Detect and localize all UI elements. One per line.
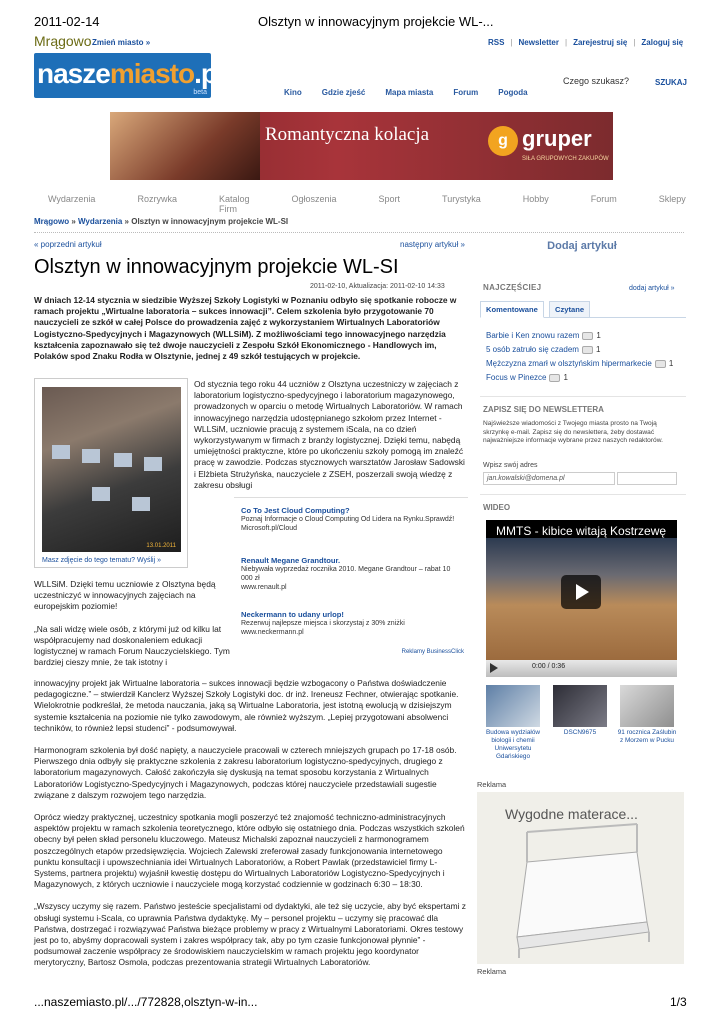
breadcrumb-sep: »: [69, 217, 79, 226]
logo-beta: beta: [193, 89, 207, 96]
text-ad[interactable]: [241, 556, 461, 592]
popular-header: NAJCZĘŚCIEJ: [483, 283, 542, 292]
list-item[interactable]: [486, 357, 686, 371]
video-time: 0:00 / 0:36: [532, 663, 566, 670]
top-nav: [284, 88, 528, 97]
comment-count: 1: [596, 331, 601, 340]
video-thumbnail[interactable]: [620, 685, 674, 727]
ad-url[interactable]: www.renault.pl: [241, 584, 287, 591]
classroom-photo: [42, 387, 181, 552]
video-thumbnail[interactable]: [486, 685, 540, 727]
email-input[interactable]: jan.kowalski@domena.pl: [483, 472, 615, 485]
footer-page-number: 1/3: [670, 995, 687, 1009]
breadcrumb-current: Olsztyn w innowacyjnym projekcie WL-SI: [131, 217, 289, 226]
cat-sport[interactable]: Sport: [378, 194, 401, 204]
text-ad[interactable]: [241, 506, 461, 533]
list-item[interactable]: [486, 371, 686, 385]
logo-part-1: nasze: [37, 58, 110, 89]
print-date: 2011-02-14: [34, 14, 100, 29]
cat-katalog-firm[interactable]: Katalog Firm: [218, 194, 250, 214]
breadcrumb-home[interactable]: Mrągowo: [34, 217, 70, 226]
prev-article-link[interactable]: « poprzedni artykuł: [34, 240, 102, 249]
video-header: WIDEO: [483, 503, 511, 512]
ad-desc: Niebywała wyprzedaż rocznika 2010. Megane Grandtour – rabat 10 000 zł: [241, 566, 451, 582]
article-dates: 2011-02-10, Aktualizacja: 2011-02-10 14:33: [310, 283, 445, 290]
sidebar-divider: [480, 494, 686, 495]
nav-gdzie-zjesc[interactable]: Gdzie zjeść: [321, 88, 366, 97]
nav-kino[interactable]: Kino: [284, 88, 302, 97]
article-column-text: Od stycznia tego roku 44 uczniów z Olsztyna uczestniczy w zajęciach z laboratorium logistyczno-spedycyjnego i laboratorium magazynowego, prowadzonych w oparciu o metodę Wirtualnych Laboratoriów. W ramach innowacyjnego narzędzia udostępnianego szkołom przez Internet - WLLSiM, uczniowie pracują z systemem iScala, na co dzień wykorzystywanym w firmach z branży logistycznej. Dzięki temu, nabędą umiejętności praktyczne, które po ukończeniu szkoły pomogą im znaleźć pracę w zawodzie. Podczas stycznowych warsztatów Jarosław Sadowski i Elżbieta Strużyńska, nauczyciele z ZSEH, poszerzali swoją wiedzę z zakresu obsługi: [194, 379, 465, 490]
bed-icon: [477, 792, 684, 964]
search-label: Czego szukasz?: [563, 76, 630, 86]
list-item-title[interactable]: Focus w Pinezce: [486, 373, 547, 382]
ad-title[interactable]: Renault Megane Grandtour.: [241, 556, 341, 565]
article-paragraph: WLLSiM. Dzięki temu uczniowie z Olsztyna będą uczestniczyć w innowacyjnych zajęciach na europejskim poziomie!: [34, 579, 216, 612]
thumbnail-caption[interactable]: Budowa wydziałów biologii i chemii Uniwersytetu Gdańskiego: [486, 729, 540, 760]
footer-url: ...naszemiasto.pl/.../772828,olsztyn-w-in...: [34, 995, 258, 1009]
cat-turystyka[interactable]: Turystyka: [442, 194, 481, 204]
list-item[interactable]: [486, 329, 686, 343]
gruper-logo: [488, 126, 613, 166]
add-article-link[interactable]: dodaj artykuł »: [629, 285, 675, 292]
cat-wydarzenia[interactable]: Wydarzenia: [48, 194, 96, 204]
tab-czytane[interactable]: Czytane: [549, 301, 590, 318]
article-paragraph: „Wszyscy uczymy się razem. Państwo jesteście specjalistami od dydaktyki, ale też się uczycie, aby być ekspertami z obsługi systemu i-Scala, co uprawnia Państwa dydaktykę. My – personel projektu – uczymy się pracować dla Państwa, dostrzegać i rozwiązywać Państwa bieżące problemy w pracy z Wirtualnymi Laboratoriami. Okres testowy jest po to, abyśmy dopracowali system i zakres współpracy tak, aby po tym czasie funkcjonował płynnie” - podsumował zaczenie współpracy ze środowiskiem nauczycielskim w ramach projektu jego koordynator merytoryczny, Bartosz Osmola, podczas prezentowania strategii Wirtualnych Laboratoriów.: [34, 901, 466, 968]
city-name: Mrągowo: [34, 33, 92, 49]
logo-part-3: .pl: [194, 58, 224, 89]
cat-ogloszenia[interactable]: Ogłoszenia: [291, 194, 337, 204]
list-item-title[interactable]: Mężczyzna zmarł w olsztyńskim hipermarkecie: [486, 359, 652, 368]
category-nav: [48, 194, 728, 214]
subscribe-button[interactable]: [617, 472, 677, 485]
nav-mapa-miasta[interactable]: Mapa miasta: [385, 88, 434, 97]
article-paragraph: Harmonogram szkolenia był dość napięty, a nauczyciele pracowali w czterech mniejszych grupach po 17-18 osób. Pierwszego dnia odbyły się praktyczne szkolenia z zakresu laboratorium logistyczno-spedycyjnych, drugiego z laboratorium magazynowych. Całość zakończyła się dyskusją na temat sposobu korzystania z Wirtualnych Laboratoriów Logistyczno-Spedycyjnych i Magazynowych, podczas której nauczyciele przedstawiali sugestie związane z dalszym rozwojem tego narzędzia.: [34, 745, 457, 800]
add-article-button[interactable]: Dodaj artykuł: [547, 240, 617, 252]
text-ads: [234, 497, 468, 659]
video-thumbnail[interactable]: [553, 685, 607, 727]
newsletter-link[interactable]: Newsletter: [518, 38, 559, 47]
ad-desc: Poznaj Informacje o Cloud Computing Od Lidera na Rynku.Sprawdź!: [241, 516, 455, 523]
top-links: RSS | Newsletter | Zarejestruj się | Zaloguj się: [488, 38, 684, 47]
cat-forum[interactable]: Forum: [590, 194, 617, 204]
cat-rozrywka[interactable]: Rozrywka: [137, 194, 177, 204]
newsletter-header: ZAPISZ SIĘ DO NEWSLETTERA: [483, 405, 604, 414]
gruper-icon: g: [488, 126, 518, 156]
search-button[interactable]: SZUKAJ: [655, 78, 688, 87]
login-link[interactable]: Zaloguj się: [641, 38, 684, 47]
text-ad[interactable]: [241, 610, 461, 637]
next-article-link[interactable]: następny artykuł »: [400, 240, 465, 249]
ad-title[interactable]: Neckermann to udany urlop!: [241, 610, 344, 619]
comment-icon: [655, 360, 666, 368]
print-title: Olsztyn w innowacyjnym projekcie WL-...: [258, 14, 494, 29]
list-item[interactable]: [486, 343, 686, 357]
video-title: MMTS - kibice witają Kostrzewę: [496, 524, 667, 538]
comment-icon: [582, 346, 593, 354]
nav-pogoda[interactable]: Pogoda: [498, 88, 528, 97]
tab-komentowane[interactable]: Komentowane: [480, 301, 544, 318]
article-paragraph: innowacyjny projekt jak Wirtualne laboratoria – sukces innowacji będzie wzbogacony o Państwa doświadczenie pedagogiczne.” – stwierdził Kanclerz Wyższej Szkoły Logistyki doc. dr inż. Ireneusz Fechner, otwierając spotkanie. Wielokrotnie podkreślał, że metoda nauczania, jaką są Wirtualne Laboratoria, jest istotną ewolucją w dzisiejszym systemie kształcenia na poziomie nie tylko zawodowym, ale również wyższym. „Lepiej przygotowani absolwenci techników, to również lepsi studenci” - podsumowywał.: [34, 678, 459, 733]
ad-title[interactable]: Co To Jest Cloud Computing?: [241, 506, 350, 515]
popular-list: [486, 329, 686, 385]
list-item-title[interactable]: Barbie i Ken znowu razem: [486, 331, 580, 340]
change-city-link[interactable]: Zmień miasto »: [92, 38, 151, 47]
breadcrumb-sep: »: [122, 217, 132, 226]
thumbnail-caption[interactable]: 91 rocznica Zaślubin z Morzem w Pucku: [617, 729, 677, 744]
register-link[interactable]: Zarejestruj się: [573, 38, 628, 47]
comment-count: 1: [668, 359, 674, 368]
mattress-ad[interactable]: [477, 792, 684, 964]
gruper-name: gruper: [522, 126, 592, 151]
comment-count: 1: [563, 373, 568, 382]
ad-label: Reklama: [477, 967, 507, 976]
email-label: Wpisz swój adres: [483, 462, 538, 469]
popular-tabs: [480, 301, 686, 318]
site-logo[interactable]: [34, 53, 224, 98]
article-paragraph: Oprócz wiedzy praktycznej, uczestnicy spotkania mogli poszerzyć też znajomość techniczno-administracyjnych aspektów projektu w ramach szkolenia teoretycznego, które odbyło się ostatniego dnia. Podczas wszystkich szkoleń obecny był pełen skład personelu kluczowego. Mateusz Michalski zapoznał nauczycieli z harmonogramem poszczególnych etapów przedsięwzięcia. Wojciech Zalewski zreferował zasady funkcjonowania internetowego punktu konsultacji i upowszechniania idei Wirtualnych Laboratoriów, a Robert Pawlak (przedstawiciel firmy L-Systems, partnera projektu) wyjaśnił kwestię dostępu do Wirtualnych Laboratoriów Logistyczno-Spedycyjnych i Magazynowych, z których uczniowie i nauczyciele mogą korzystać codziennie w godzinach 6:30 – 18:30.: [34, 812, 465, 890]
rss-link[interactable]: RSS: [488, 38, 505, 47]
video-player[interactable]: [486, 520, 677, 677]
logo-part-2: miasto: [109, 58, 195, 89]
ad-desc: Rezerwuj najlepsze miejsca i skorzystaj z 30% zniżki: [241, 620, 405, 627]
ads-by-label[interactable]: Reklamy BusinessClick: [401, 649, 464, 655]
cat-hobby[interactable]: Hobby: [522, 194, 549, 204]
thumbnail-caption[interactable]: DSCN9675: [563, 729, 597, 736]
comment-icon: [582, 332, 593, 340]
breadcrumb-section[interactable]: Wydarzenia: [78, 217, 123, 226]
cat-sklepy[interactable]: Sklepy: [658, 194, 686, 204]
photo-stamp: 13.01.2011: [146, 543, 176, 549]
article-left-text: [34, 579, 234, 668]
gruper-banner[interactable]: [110, 112, 613, 180]
breadcrumb: [34, 217, 288, 226]
divider: [34, 232, 684, 233]
banner-text: Romantyczna kolacja: [265, 124, 430, 145]
gruper-tagline: SIŁA GRUPOWYCH ZAKUPÓW: [522, 156, 609, 162]
play-button[interactable]: [490, 663, 498, 673]
comment-count: 1: [595, 345, 601, 354]
article-paragraph: „Na sali widzę wiele osób, z którymi już od kilku lat współpracujemy nad doskonaleniem edukacji logistycznej w ramach Forum Nauczycielskiego. Tym bardziej cieszy mnie, że tak istotny i: [34, 623, 230, 668]
banner-photo: [110, 112, 260, 180]
article-body: [34, 678, 470, 980]
list-item-title[interactable]: 5 osób zatruło się czadem: [486, 345, 579, 354]
ad-url[interactable]: www.neckermann.pl: [241, 629, 304, 636]
sidebar-divider: [480, 396, 686, 397]
ad-label: Reklama: [477, 780, 507, 789]
article-title: Olsztyn w innowacyjnym projekcie WL-SI: [34, 256, 399, 278]
ad-url[interactable]: Microsoft.pl/Cloud: [241, 525, 298, 532]
article-photo[interactable]: [34, 378, 188, 568]
newsletter-text: Najświeższe wiadomości z Twojego miasta prosto na Twoją skrzynkę e-mail. Zapisz się do newslettera, żeby dostawać najważniejsze informacje wybrane przez naszych redaktorów.: [483, 420, 663, 445]
nav-forum[interactable]: Forum: [453, 88, 479, 97]
play-icon[interactable]: [561, 575, 601, 609]
mattress-ad-text: Wygodne materace...: [505, 806, 638, 822]
article-lead: W dniach 12-14 stycznia w siedzibie Wyższej Szkoły Logistyki w Poznaniu odbyło się spotkanie robocze w ramach projektu „Wirtualne laboratoria – sukces innowacji”. Celem szkolenia było przygotowanie 70 nauczycieli ze szkół w całej Polsce do prowadzenia zajęć z wykorzystaniem Wirtualnych Laboratoriów Logistyczno-Spedycyjnych i Magazynowych (WLLSiM). Z możliwościami tego innowacyjnego narzędzia kształcenia zapoznawało się też dwoje nauczycieli z Zespołu Szkół Ekonomicznego - Handlowych im, Polaków spod Znaku Rodła w Olsztynie, jednej z 49 szkół testujących w projekcie.: [34, 295, 457, 362]
video-controls: [486, 660, 677, 677]
send-photo-link[interactable]: Masz zdjęcie do tego tematu? Wyślij »: [42, 557, 161, 564]
comment-icon: [549, 374, 560, 382]
